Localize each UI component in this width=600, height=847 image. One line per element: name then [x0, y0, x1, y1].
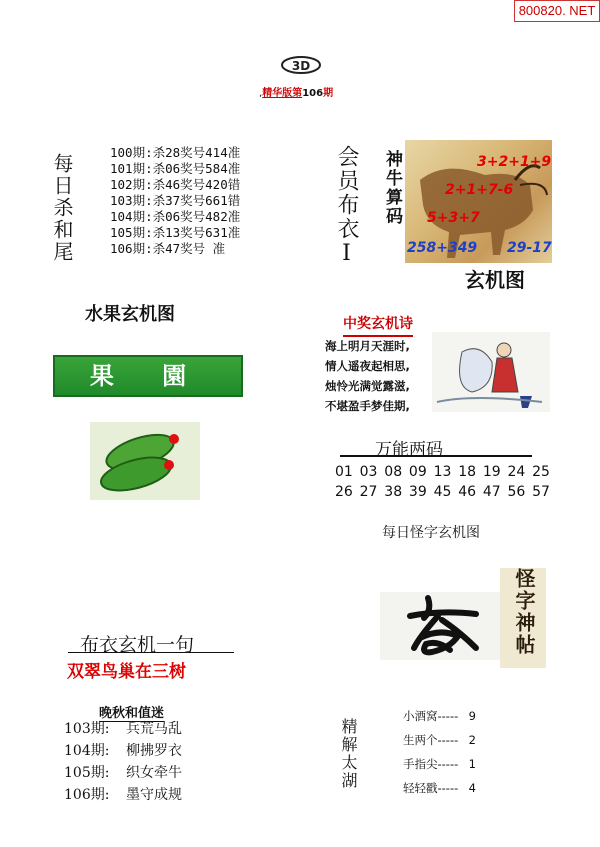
taihu-label: 轻轻戳-----: [403, 781, 459, 795]
tail-kill-row: 102期:杀46奖号420错: [110, 177, 241, 192]
code-number: 56: [507, 484, 526, 500]
tail-kill-row: 100期:杀28奖号414准: [110, 145, 241, 160]
riddle-text: 兵荒马乱: [126, 721, 182, 737]
code-number: 08: [384, 464, 403, 480]
riddle-title: 晚秋和值迷: [99, 702, 164, 722]
buyi-phrase: 双翠鸟巢在三树: [67, 662, 186, 682]
taihu-row: [403, 776, 476, 800]
poem-title: 中奖玄机诗: [343, 313, 413, 337]
taihu-label: 手指尖-----: [403, 757, 459, 771]
code-number: 45: [433, 484, 452, 500]
tail-kill-list: [110, 145, 240, 257]
ox-title: 神牛算码: [382, 150, 402, 226]
riddle-text: 墨守成规: [126, 787, 182, 803]
riddle-row: [64, 718, 182, 740]
site-watermark: 800820. NET: [514, 0, 600, 22]
riddle-row: [64, 784, 182, 806]
code-number: 09: [408, 464, 427, 480]
taihu-label: 生两个-----: [403, 733, 459, 747]
code-number: 03: [359, 464, 378, 480]
ox-formula: 2+1+7-6: [445, 182, 514, 198]
member-title: 会员布衣I: [334, 145, 359, 268]
code-number: 39: [408, 484, 427, 500]
logo-text: 3D: [291, 59, 311, 73]
code-number: 38: [384, 484, 403, 500]
code-number: 27: [359, 484, 378, 500]
buyi-divider: [68, 652, 234, 653]
poem-drawing: [432, 332, 550, 412]
code-number: 47: [482, 484, 501, 500]
riddle-row: [64, 762, 182, 784]
riddle-issue: 105期:: [64, 765, 110, 781]
tail-kill-row: 106期:杀47奖号 准: [110, 241, 226, 256]
riddle-text: 织女牵牛: [126, 765, 182, 781]
taihu-value: 9: [468, 709, 476, 723]
two-codes-row-2: [335, 482, 550, 502]
issue-header: [259, 84, 333, 99]
issue-label: 精华版第: [262, 88, 303, 99]
riddle-issue: 106期:: [64, 787, 110, 803]
strange-char-image: [380, 592, 500, 660]
taihu-value: 2: [468, 733, 476, 747]
code-number: 24: [507, 464, 526, 480]
ox-image: [405, 140, 552, 263]
tail-kill-row: 101期:杀06奖号584准: [110, 161, 241, 176]
tail-kill-title: 每日杀和尾: [50, 153, 74, 263]
code-number: 19: [482, 464, 501, 480]
fruit-banner: 果 園: [53, 355, 243, 397]
poem-line: 情人遥夜起相思,: [325, 359, 410, 373]
ox-formula: 29-17: [507, 240, 552, 256]
code-number: 46: [458, 484, 477, 500]
riddle-issue: 104期:: [64, 743, 110, 759]
tail-kill-row: 105期:杀13奖号631准: [110, 225, 241, 240]
poem-line: 海上明月天涯时,: [325, 339, 410, 353]
strange-tag: 怪字神帖: [500, 568, 546, 668]
ox-formula: 5+3+7: [427, 210, 480, 226]
code-number: 13: [433, 464, 452, 480]
buyi-title: 布衣玄机一句: [80, 634, 195, 656]
riddle-issue: 103期:: [64, 721, 110, 737]
issue-number: 106: [302, 88, 324, 99]
taihu-value: 4: [468, 781, 476, 795]
fruit-image: [90, 422, 200, 500]
taihu-title: 精解太湖: [339, 718, 358, 790]
ox-formula: 258+349: [407, 240, 478, 256]
taihu-label: 小酒窝-----: [403, 709, 459, 723]
taihu-value: 1: [468, 757, 476, 771]
riddle-text: 柳拂罗衣: [126, 743, 182, 759]
code-number: 57: [532, 484, 550, 500]
issue-suffix: 期: [323, 88, 334, 99]
tail-kill-row: 104期:杀06奖号482准: [110, 209, 241, 224]
riddle-row: [64, 740, 182, 762]
olive-drawing: [90, 422, 200, 500]
ox-formula: 3+2+1+9: [477, 154, 552, 170]
two-codes-row-1: [335, 462, 550, 482]
poem-line: 不堪盈手梦佳期,: [325, 399, 410, 413]
code-number: 01: [335, 464, 353, 480]
riddle-list: [64, 718, 182, 806]
3d-logo: [280, 55, 322, 75]
taihu-list: [403, 704, 476, 800]
poem-image: [432, 332, 550, 412]
taihu-row: [403, 728, 476, 752]
issue-prefix: ,: [259, 88, 263, 99]
poem-lines: [325, 336, 410, 416]
two-codes-divider: [340, 455, 532, 457]
taihu-row: [403, 704, 476, 728]
two-codes-grid: [335, 462, 550, 502]
strange-title: 每日怪字玄机图: [382, 525, 480, 541]
two-codes-title: 万能两码: [375, 440, 443, 460]
code-number: 18: [458, 464, 477, 480]
xuanji-label: 玄机图: [465, 268, 525, 292]
code-number: 26: [335, 484, 353, 500]
poem-line: 烛怜光满觉露滋,: [325, 379, 410, 393]
tail-kill-row: 103期:杀37奖号661错: [110, 193, 241, 208]
taihu-row: [403, 752, 476, 776]
code-number: 25: [532, 464, 550, 480]
fruit-title: 水果玄机图: [85, 304, 175, 325]
strange-char-drawing: [380, 592, 500, 660]
